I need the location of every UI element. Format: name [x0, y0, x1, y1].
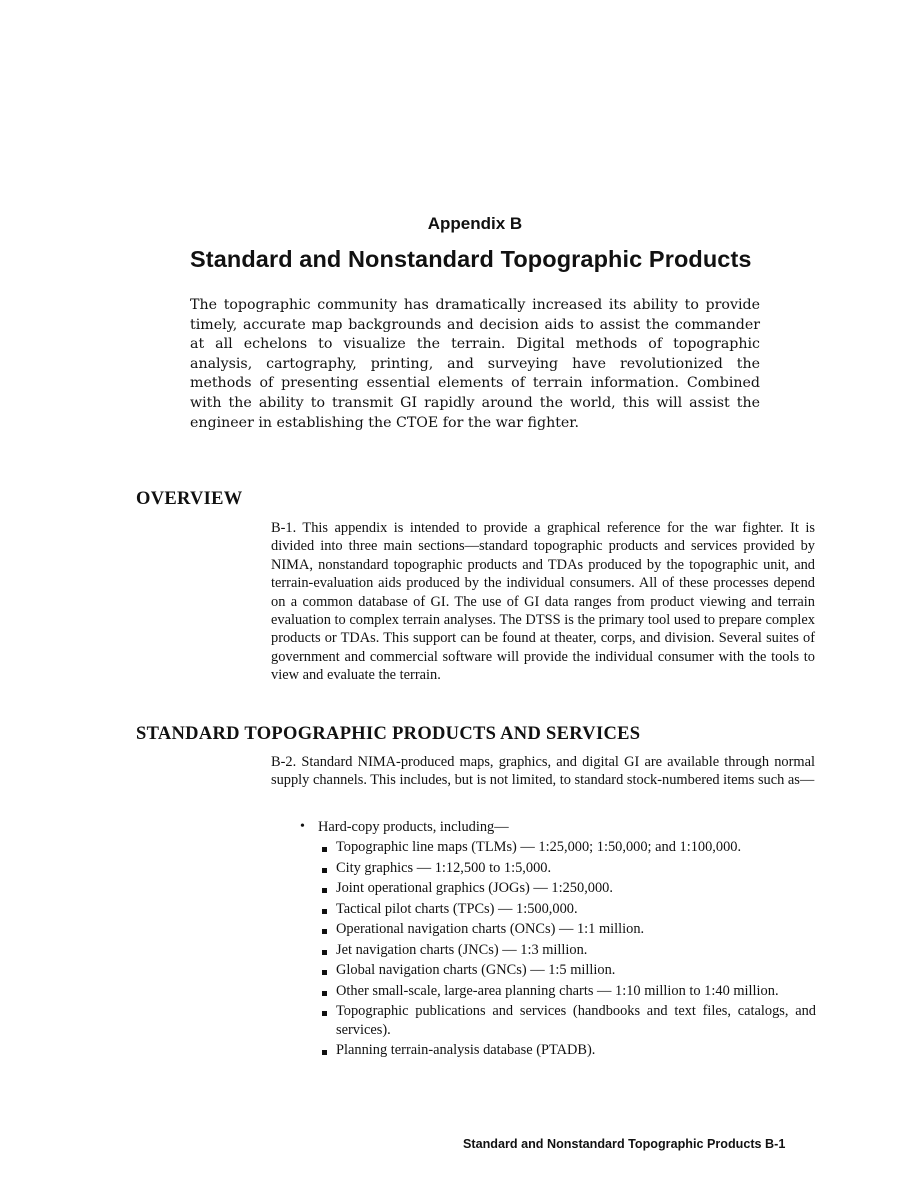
bullet-item-hard-copy: [300, 818, 816, 1060]
standard-products-paragraph: B-2. Standard NIMA-produced maps, graphics, and digital GI are available through normal supply channels. This includes, but is not limited, to standard stock-numbered items such as—: [271, 754, 815, 789]
list-item: [318, 941, 816, 959]
overview-heading: OVERVIEW: [136, 489, 243, 509]
list-item: [318, 1041, 816, 1059]
list-item-text: City graphics — 1:12,500 to 1:5,000.: [336, 859, 552, 876]
list-item: [318, 859, 816, 877]
product-sub-list: [318, 838, 816, 1059]
square-bullet-icon: [322, 847, 327, 852]
list-item-text: Tactical pilot charts (TPCs) — 1:500,000.: [336, 900, 578, 917]
overview-paragraph: B-1. This appendix is intended to provide a graphical reference for the war fighter. It is divided into three main sections—standard topographic products and services provided by NIMA, nonstandard topographic products and TDAs produced by the topographic unit, and terrain-evaluation aids produced by the individual consumers. All of these processes depend on a common database of GI. The use of GI data ranges from product viewing and terrain evaluation to complex terrain analyses. The DTSS is the primary tool used to prepare complex products or TDAs. This support can be found at theater, corps, and division. Several suites of government and commercial software will provide the individual consumer with the tools to view and evaluate the terrain.: [271, 520, 815, 684]
hard-copy-bullet-list: [300, 818, 816, 1062]
bullet-label: Hard-copy products, including—: [318, 819, 509, 835]
list-item-text: Other small-scale, large-area planning charts — 1:10 million to 1:40 million.: [336, 982, 779, 999]
square-bullet-icon: [322, 868, 327, 873]
square-bullet-icon: [322, 888, 327, 893]
list-item: [318, 982, 816, 1000]
list-item: [318, 920, 816, 938]
list-item-text: Operational navigation charts (ONCs) — 1:1 million.: [336, 921, 645, 938]
bullet-dot-icon: •: [300, 819, 305, 834]
square-bullet-icon: [322, 970, 327, 975]
list-item: [318, 961, 816, 979]
list-item-text: Joint operational graphics (JOGs) — 1:250,000.: [336, 880, 613, 897]
list-item-text: Topographic line maps (TLMs) — 1:25,000; 1:50,000; and 1:100,000.: [336, 839, 742, 856]
list-item-text: Planning terrain-analysis database (PTADB).: [336, 1042, 596, 1059]
list-item: [318, 838, 816, 856]
page-footer: Standard and Nonstandard Topographic Products B-1: [463, 1137, 786, 1151]
square-bullet-icon: [322, 991, 327, 996]
square-bullet-icon: [322, 929, 327, 934]
list-item-text: Topographic publications and services (handbooks and text files, catalogs, and services).: [336, 1003, 816, 1038]
square-bullet-icon: [322, 1011, 327, 1016]
page-title: Standard and Nonstandard Topographic Products: [190, 246, 752, 272]
list-item: [318, 900, 816, 918]
list-item-text: Jet navigation charts (JNCs) — 1:3 million.: [336, 941, 588, 958]
list-item: [318, 1002, 816, 1039]
list-item: [318, 879, 816, 897]
appendix-label: Appendix B: [427, 214, 523, 233]
square-bullet-icon: [322, 909, 327, 914]
intro-paragraph: The topographic community has dramatically increased its ability to provide timely, accurate map backgrounds and decision aids to assist the commander at all echelons to visualize the terrain. Digital methods of topographic analysis, cartography, printing, and surveying have revolutionized the methods of presenting essential elements of terrain information. Combined with the ability to transmit GI rapidly around the world, this will assist the engineer in establishing the CTOE for the war fighter.: [190, 297, 760, 431]
list-item-text: Global navigation charts (GNCs) — 1:5 million.: [336, 962, 616, 979]
standard-products-heading: STANDARD TOPOGRAPHIC PRODUCTS AND SERVICES: [136, 724, 641, 744]
square-bullet-icon: [322, 1050, 327, 1055]
square-bullet-icon: [322, 950, 327, 955]
